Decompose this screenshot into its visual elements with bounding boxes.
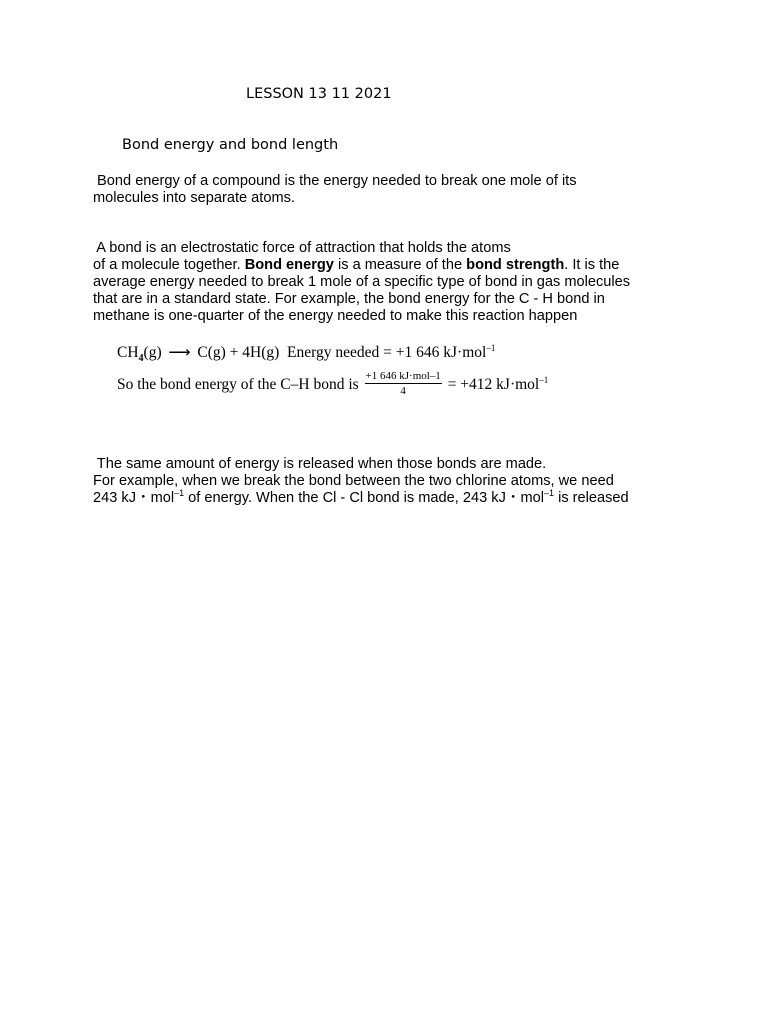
text-run: is a measure of the (333, 257, 467, 273)
bold-term-bond-energy: Bond energy (244, 257, 334, 273)
products: C(g) + 4H(g) (197, 344, 280, 361)
text-line: Bond energy of a compound is the energy needed to break one mole of its (93, 173, 577, 189)
section-heading: Bond energy and bond length (122, 137, 339, 153)
text-run: of energy. When the Cl - Cl bond is made, 243 kJ・mol (184, 490, 544, 506)
paragraph-bond-strength (93, 240, 693, 325)
text-line: average energy needed to break 1 mole of a specific type of bond in gas molecules (93, 274, 631, 290)
text-run: So the bond energy of the C–H bond is (117, 376, 363, 394)
unit-exponent: –1 (544, 488, 555, 499)
fraction-numerator: +1 646 kJ·mol–1 (365, 370, 441, 382)
paragraph-bond-energy-definition (93, 173, 693, 207)
fraction-denominator: 4 (400, 385, 406, 397)
text-run: . It is the (564, 257, 620, 273)
text-line (93, 490, 693, 507)
text-run: 243 kJ・mol (93, 490, 175, 506)
fraction (365, 370, 442, 397)
text-line: molecules into separate atoms. (93, 190, 295, 206)
paragraph-energy-released (93, 456, 693, 507)
equation-image (117, 339, 637, 401)
text-line: that are in a standard state. For example, the bond energy for the C - H bond in (93, 291, 605, 307)
unit-exponent: –1 (539, 374, 549, 385)
unit-exponent: –1 (486, 342, 496, 353)
reactant-subscript: 4 (138, 353, 144, 365)
text-line: The same amount of energy is released when those bonds are made. (93, 456, 547, 472)
text-run: is released (554, 490, 629, 506)
reaction-arrow-icon: ⟶ (168, 344, 191, 361)
reactant: CH (117, 344, 139, 361)
reactant-state: (g) (143, 344, 162, 361)
text-run: = +412 kJ·mol (443, 376, 540, 394)
lesson-title: LESSON 13 11 2021 (246, 86, 392, 102)
text-line: methane is one-quarter of the energy needed to make this reaction happen (93, 308, 578, 324)
text-line: For example, when we break the bond between the two chlorine atoms, we need (93, 473, 614, 489)
equation-line-reaction (117, 342, 496, 365)
bold-term-bond-strength: bond strength (466, 257, 565, 273)
energy-needed: Energy needed = +1 646 kJ·mol (287, 344, 487, 361)
unit-exponent: –1 (174, 488, 185, 499)
text-run: of a molecule together. (93, 257, 245, 273)
text-line: A bond is an electrostatic force of attraction that holds the atoms (93, 240, 511, 256)
text-line (93, 257, 693, 274)
equation-line-bond-energy (117, 372, 548, 399)
